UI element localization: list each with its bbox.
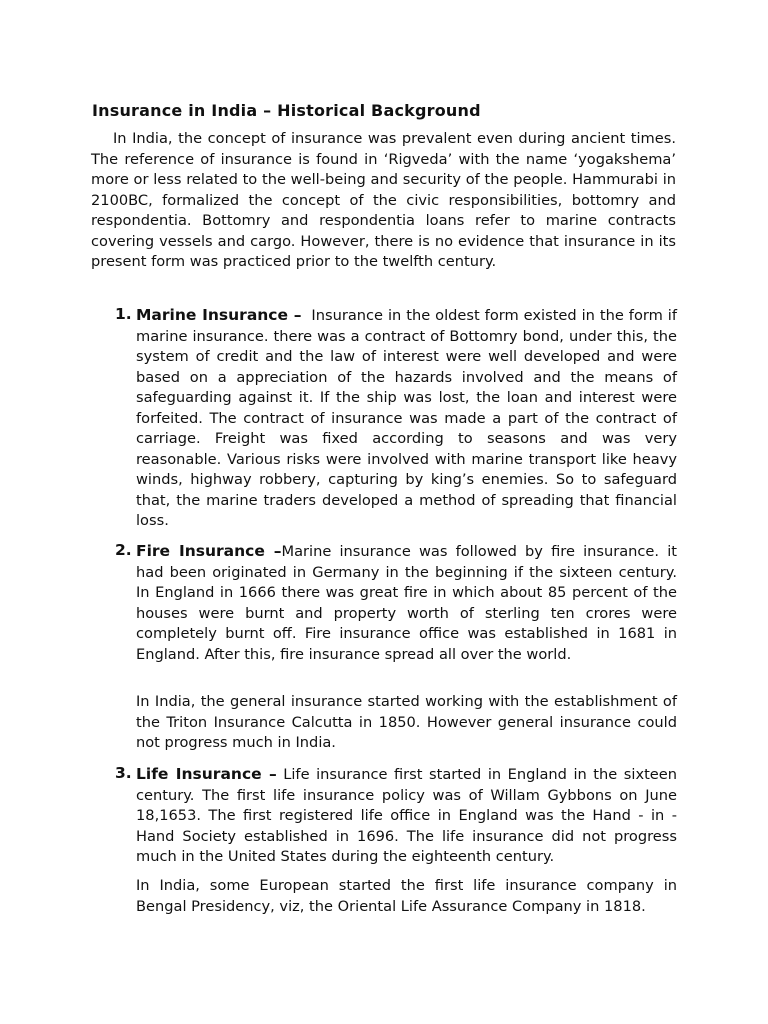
fire-insurance-india-paragraph: In India, the general insurance started working with the establishment of the Triton Insurance Calcutta in 1850. However general insurance could not progress much in India.: [136, 693, 677, 751]
intro-paragraph: In India, the concept of insurance was prevalent even during ancient times. The reference of insurance is found in ‘Rigveda’ with the name ‘yogakshema’ more or less related to the well-being and security of the people. Hammurabi in 2100BC, formalized the concept of the civic responsibilities, bottomry and respondentia. Bottomry and respondentia loans refer to marine contracts covering vessels and cargo. However, there is no evidence that insurance in its present form was practiced prior to the twelfth century.: [91, 130, 676, 270]
list-item-marine-insurance: [115, 305, 677, 532]
list-number: 3.: [115, 764, 132, 782]
list-number: 1.: [115, 305, 132, 323]
life-insurance-india-paragraph: In India, some European started the first life insurance company in Bengal Presidency, viz, the Oriental Life Assurance Company in 1818.: [136, 877, 677, 915]
list-item-text: Marine insurance was followed by fire insurance. it had been originated in Germany in the beginning if the sixteen century. In England in 1666 there was great fire in which about 85 percent of the houses were burnt and property worth of sterling ten crores were completely burnt off. Fire insurance office was established in 1681 in England. After this, fire insurance spread all over the world.: [136, 543, 677, 663]
list-item-paragraph: [136, 764, 677, 868]
list-item-paragraph: [136, 305, 677, 532]
list-number: 2.: [115, 541, 132, 559]
list-item-heading: Fire Insurance –: [136, 542, 282, 560]
list-item-text: Life insurance first started in England in the sixteen century. The first life insurance policy was of Willam Gybbons on June 18,1653. The first registered life office in England was the Hand - in - Hand Society established in 1696. The life insurance did not progress much in the United States during the eighteenth century.: [136, 766, 678, 865]
list-item-paragraph: [136, 541, 677, 665]
list-item-fire-insurance: [115, 541, 677, 665]
list-item-text: Insurance in the oldest form existed in the form if marine insurance. there was a contract of Bottomry bond, under this, the system of credit and the law of interest were well developed and were based on a appreciation of the hazards involved and the means of safeguarding against it. If the ship was lost, the loan and interest were forfeited. The contract of insurance was made a part of the contract of carriage. Freight was fixed according to seasons and was very reasonable. Various risks were involved with marine transport like heavy winds, highway robbery, capturing by king’s enemies. So to safeguard that, the marine traders developed a method of spreading that financial loss.: [136, 307, 677, 529]
page-title: Insurance in India – Historical Background: [92, 101, 481, 120]
list-item-heading: Marine Insurance –: [136, 306, 302, 324]
list-item-life-insurance: [115, 764, 677, 868]
list-item-heading: Life Insurance –: [136, 765, 277, 783]
